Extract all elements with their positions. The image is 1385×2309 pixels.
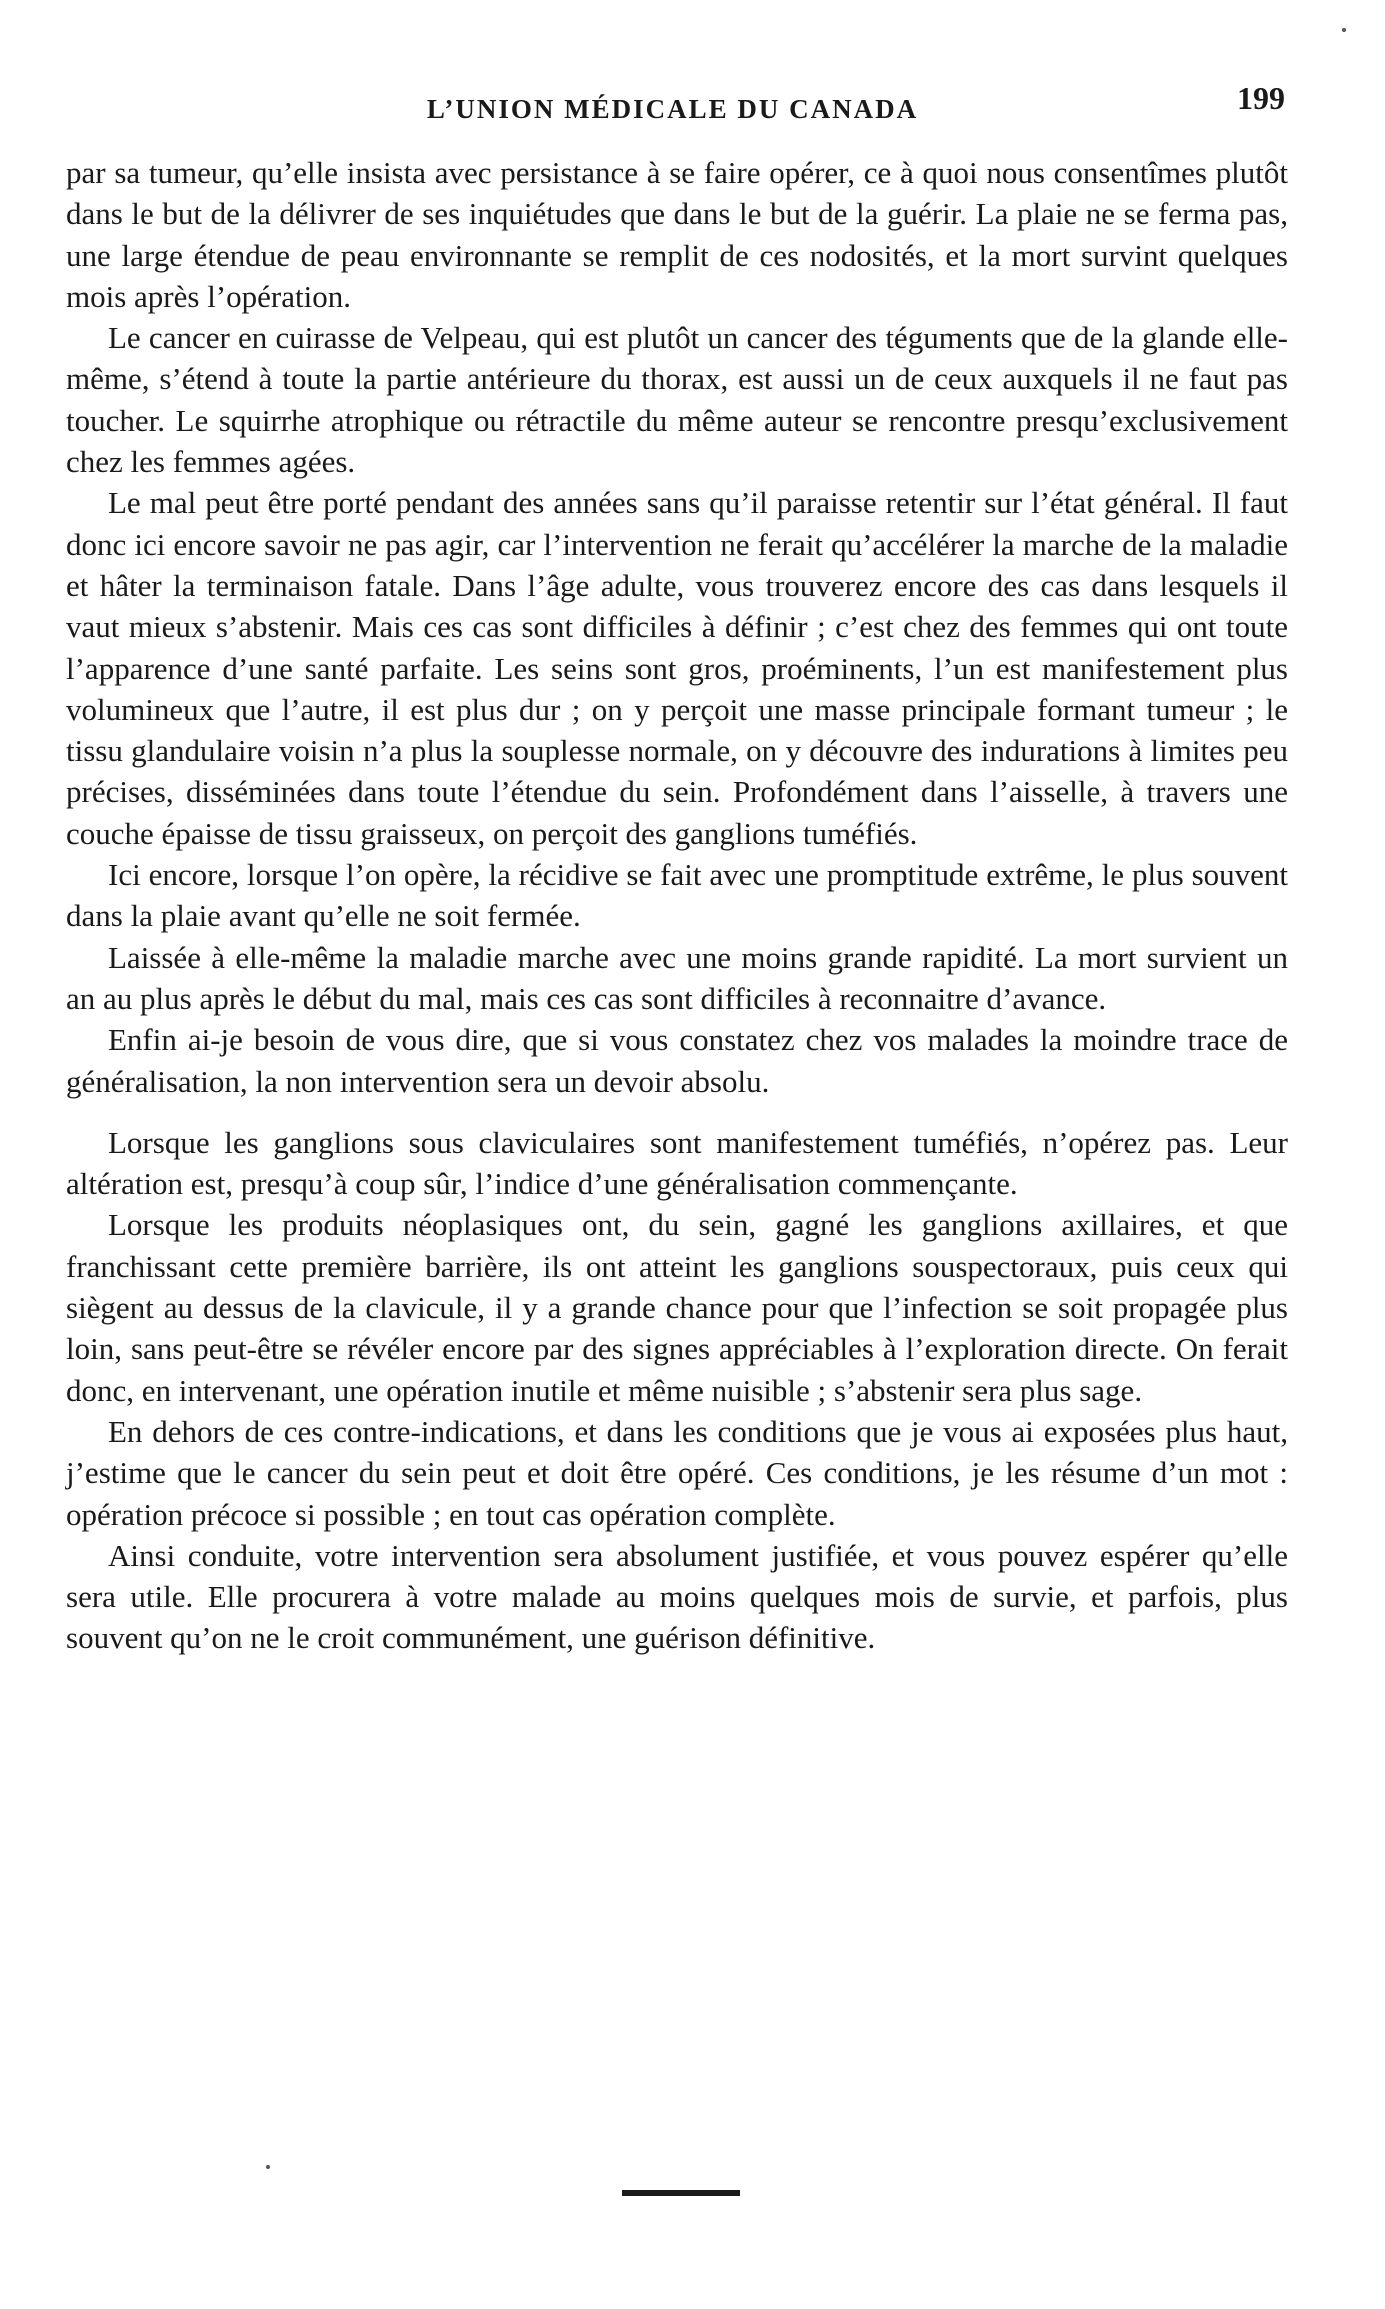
ink-speck bbox=[1342, 28, 1346, 32]
paragraph: Lorsque les ganglions sous claviculaires sont manifestement tuméfiés, n’opérez pas. Leur altération est, presqu’à coup sûr, l’indice d’une généralisation commençante. bbox=[66, 1124, 1288, 1202]
body-text bbox=[66, 152, 1288, 1659]
paragraph: Le mal peut être porté pendant des années sans qu’il paraisse retentir sur l’état général. Il faut donc ici encore savoir ne pas agir, car l’intervention ne ferait qu’accélérer la marche de la maladie et hâter la terminaison fatale. Dans l’âge adulte, vous trouverez encore des cas dans lesquels il vaut mieux s’abstenir. Mais ces cas sont difficiles à définir ; c’est chez des femmes qui ont toute l’apparence d’une santé parfaite. Les seins sont gros, proéminents, l’un est manifestement plus volumineux que l’autre, il est plus dur ; on y perçoit une masse principale formant tumeur ; le tissu glandulaire voisin n’a plus la souplesse normale, on y découvre des indurations à limites peu précises, disséminées dans toute l’étendue du sein. Profondément dans l’aisselle, à travers une couche épaisse de tissu graisseux, on perçoit des ganglions tuméfiés. bbox=[66, 485, 1288, 851]
end-rule bbox=[622, 2190, 740, 2196]
running-title: L’UNION MÉDICALE DU CANADA bbox=[426, 94, 919, 124]
paragraph: Enfin ai-je besoin de vous dire, que si vous constatez chez vos malades la moindre trace de généralisation, la non intervention sera un devoir absolu. bbox=[66, 1022, 1288, 1099]
paragraph: Laissée à elle-même la maladie marche avec une moins grande rapidité. La mort survient un an au plus après le début du mal, mais ces cas sont difficiles à reconnaitre d’avance. bbox=[66, 939, 1288, 1016]
paragraph: En dehors de ces contre-indications, et dans les conditions que je vous ai exposées plus haut, j’estime que le cancer du sein peut et doit être opéré. Ces conditions, je les résume d’un mot : opération précoce si possible ; en tout cas opération complète. bbox=[66, 1413, 1288, 1532]
page-header bbox=[60, 72, 1285, 132]
paragraph: Lorsque les produits néoplasiques ont, du sein, gagné les ganglions axillaires, et que franchissant cette première barrière, ils ont atteint les ganglions souspectoraux, puis ceux qui siègent au dessus de la clavicule, il y a grande chance pour que l’infection se soit propagée plus loin, sans peut-être se révéler encore par des signes appréciables à l’exploration directe. On ferait donc, en intervenant, une opération inutile et même nuisible ; s’abstenir sera plus sage. bbox=[66, 1207, 1288, 1408]
paragraph: Ainsi conduite, votre intervention sera absolument justifiée, et vous pouvez espérer qu’elle sera utile. Elle procurera à votre malade au moins quelques mois de survie, et parfois, plus souvent qu’on ne le croit communément, une guérison définitive. bbox=[66, 1537, 1288, 1656]
ink-speck bbox=[266, 2165, 270, 2169]
paragraph: Ici encore, lorsque l’on opère, la récidive se fait avec une promptitude extrême, le plus souvent dans la plaie avant qu’elle ne soit fermée. bbox=[66, 857, 1288, 934]
page-number: 199 bbox=[1237, 80, 1285, 116]
paragraph: par sa tumeur, qu’elle insista avec persistance à se faire opérer, ce à quoi nous consentîmes plutôt dans le but de la délivrer de ses inquiétudes que dans le but de la guérir. La plaie ne se ferma pas, une large étendue de peau environnante se remplit de ces nodosités, et la mort survint quelques mois après l’opération. bbox=[66, 155, 1288, 314]
paragraph: Le cancer en cuirasse de Velpeau, qui est plutôt un cancer des téguments que de la glande elle-même, s’étend à toute la partie antérieure du thorax, est aussi un de ceux auxquels il ne faut pas toucher. Le squirrhe atrophique ou rétractile du même auteur se rencontre presqu’exclusivement chez les femmes agées. bbox=[66, 320, 1288, 480]
